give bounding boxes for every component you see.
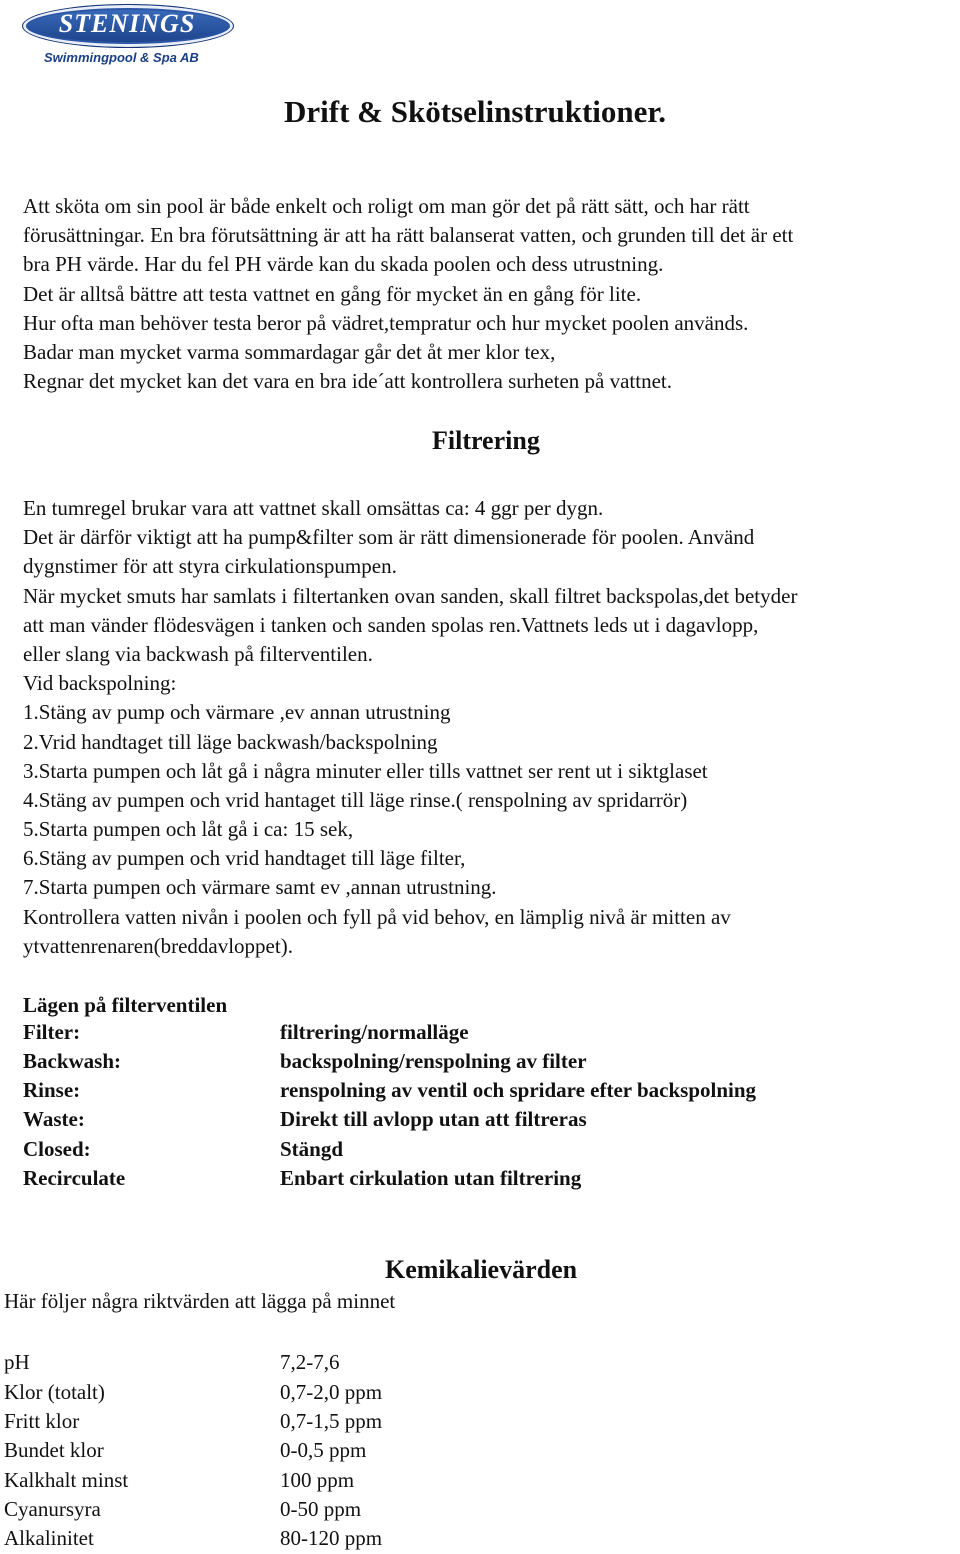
valve-value: Direkt till avlopp utan att filtreras [280, 1107, 587, 1131]
chem-heading: Kemikalievärden [385, 1255, 578, 1284]
intro-line: Det är alltså bättre att testa vattnet en gång för mycket än en gång för lite. [23, 281, 642, 306]
filtrering-line: att man vänder flödesvägen i tanken och sanden spolas ren.Vattnets leds ut i dagavlopp, [23, 612, 759, 637]
chem-label: Cyanursyra [4, 1497, 101, 1521]
filtrering-line: 2.Vrid handtaget till läge backwash/backspolning [23, 729, 438, 754]
filtrering-line: Kontrollera vatten nivån i poolen och fyll på vid behov, en lämplig nivå är mitten av [23, 904, 731, 929]
valve-label: Recirculate [23, 1166, 126, 1190]
filtrering-line: 1.Stäng av pump och värmare ,ev annan utrustning [23, 700, 451, 725]
logo-brand: STENINGS [58, 9, 196, 38]
chem-value: 0-50 ppm [280, 1497, 362, 1521]
filtrering-line: eller slang via backwash på filterventilen. [23, 641, 373, 666]
chem-value: 0-0,5 ppm [280, 1438, 367, 1462]
intro-line: Att sköta om sin pool är både enkelt och roligt om man gör det på rätt sätt, och har rätt [23, 194, 750, 218]
filtrering-line: 6.Stäng av pumpen och vrid handtaget till läge filter, [23, 846, 466, 871]
filtrering-line: Det är därför viktigt att ha pump&filter som är rätt dimensionerade för poolen. Använd [23, 525, 755, 550]
intro-line: Hur ofta man behöver testa beror på vädret,tempratur och hur mycket poolen används. [23, 310, 749, 335]
company-logo [22, 4, 234, 66]
intro-line: förusättningar. En bra förutsättning är att ha rätt balanserat vatten, och grunden till det är ett [23, 223, 794, 248]
valve-heading: Lägen på filterventilen [23, 993, 228, 1017]
filtrering-line: 5.Starta pumpen och låt gå i ca: 15 sek, [23, 817, 354, 842]
logo-tagline: Swimmingpool & Spa AB [44, 50, 199, 65]
filtrering-line: 3.Starta pumpen och låt gå i några minuter eller tills vattnet ser rent ut i siktglaset [23, 758, 708, 783]
valve-label: Filter: [23, 1020, 81, 1044]
filtrering-line: Vid backspolning: [23, 671, 177, 696]
chem-value: 100 ppm [280, 1468, 355, 1492]
valve-value: filtrering/normalläge [280, 1020, 469, 1044]
filtrering-line: En tumregel brukar vara att vattnet skall omsättas ca: 4 ggr per dygn. [23, 496, 604, 520]
valve-value: Stängd [280, 1137, 344, 1161]
valve-value: Enbart cirkulation utan filtrering [280, 1166, 582, 1190]
filtrering-line: När mycket smuts har samlats i filtertanken ovan sanden, skall filtret backspolas,det betyder [23, 583, 798, 608]
chem-value: 0,7-1,5 ppm [280, 1409, 383, 1433]
valve-value: renspolning av ventil och spridare efter backspolning [280, 1078, 757, 1102]
chem-intro: Här följer några riktvärden att lägga på minnet [4, 1289, 396, 1313]
filtrering-heading: Filtrering [432, 426, 540, 455]
chem-value: 7,2-7,6 [280, 1350, 340, 1374]
chem-label: Kalkhalt minst [4, 1468, 129, 1492]
chem-value: 0,7-2,0 ppm [280, 1380, 383, 1404]
filtrering-line: ytvattenrenaren(breddavloppet). [23, 933, 293, 958]
chem-label: Alkalinitet [4, 1526, 94, 1550]
filtrering-section [23, 494, 797, 961]
intro-line: Badar man mycket varma sommardagar går det åt mer klor tex, [23, 339, 556, 364]
chem-label: Bundet klor [4, 1438, 104, 1462]
filtrering-line: dygnstimer för att styra cirkulationspumpen. [23, 554, 397, 579]
valve-label: Rinse: [23, 1078, 81, 1102]
intro-paragraph [23, 192, 793, 396]
intro-line: bra PH värde. Har du fel PH värde kan du skada poolen och dess utrustning. [23, 252, 664, 277]
page-title: Drift & Skötselinstruktioner. [284, 94, 667, 129]
valve-label: Backwash: [23, 1049, 122, 1073]
chem-label: Fritt klor [4, 1409, 80, 1433]
valve-label: Closed: [23, 1137, 91, 1161]
chem-label: Klor (totalt) [4, 1380, 105, 1404]
valve-label: Waste: [23, 1107, 85, 1131]
intro-line: Regnar det mycket kan det vara en bra ide´att kontrollera surheten på vattnet. [23, 369, 672, 394]
chem-value: 80-120 ppm [280, 1526, 383, 1550]
filtrering-line: 7.Starta pumpen och värmare samt ev ,annan utrustning. [23, 875, 497, 900]
filtrering-line: 4.Stäng av pumpen och vrid hantaget till läge rinse.( renspolning av spridarrör) [23, 787, 688, 812]
chem-label: pH [4, 1350, 30, 1374]
valve-value: backspolning/renspolning av filter [280, 1049, 587, 1073]
